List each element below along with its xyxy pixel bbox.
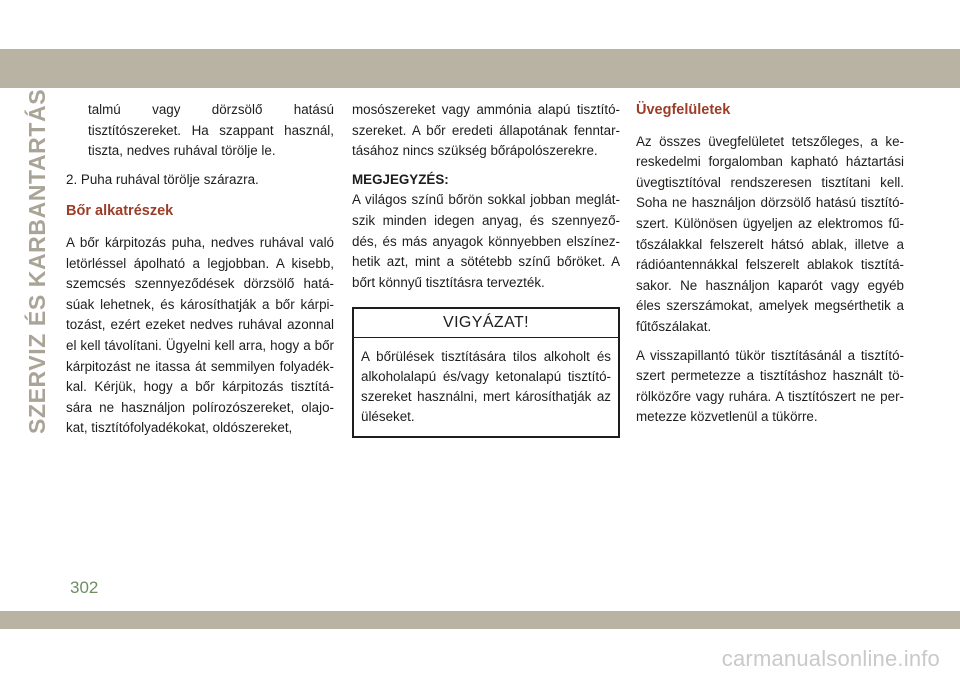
- section-title-vertical: SZERVIZ ÉS KARBANTARTÁS: [24, 88, 50, 434]
- header-band: [0, 49, 960, 88]
- note-label: MEGJEGYZÉS:: [352, 171, 449, 187]
- column-3: [636, 100, 904, 428]
- column-1: [66, 100, 334, 439]
- glass-paragraph-2: A visszapillantó tükör tisztításánál a tisztító-szert permetezze a tisztításhoz használt tö-rölközőre vagy ruhára. A tisztítószert ne per-metezze közvetlenül a tükörre.: [636, 347, 904, 425]
- continued-step-text: talmú vagy dörzsölő hatású tisztítószereket. Ha szappant használ, tiszta, nedves ruhával törölje le.: [88, 102, 334, 159]
- heading-glass-surfaces: Üvegfelületek: [636, 102, 731, 118]
- warning-text: A bőrülések tisztítására tilos alkoholt és alkoholalapú és/vagy ketonalapú tisztító-szereket használni, mert károsíthatják az üléseket.: [361, 348, 611, 424]
- glass-paragraph-1: Az összes üvegfelületet tetszőleges, a ke-reskedelmi forgalomban kapható háztartási üvegtisztítóval rendszeresen tisztítani kell. Soha ne használjon dörzsölő hatású tisztító-szert. Különösen ügyeljen az elektromos fű-tőszálakkal felszerelt hátsó ablak, illetve a rádióantennákkal felszerelt ablakok tisztítá-sakor. Ne használjon kaparót vagy egyéb éles szerszámokat, amelyek megsérthetik a fűtőszálakat.: [636, 133, 904, 334]
- watermark: carmanualsonline.info: [721, 646, 940, 671]
- column-2: [352, 100, 620, 438]
- leather-paragraph: A bőr kárpitozás puha, nedves ruhával való letörléssel ápolható a legjobban. A kisebb, szemcsés szennyeződések dörzsölő hatá-súak lehetnek, és károsíthatják a bőr kárpi-tozást, ezért ezeket nedves ruhával azonnal el kell távolítani. Ügyelni kell arra, hogy a bőr kárpitozást ne itassa át semmilyen folyadék-kal. Kérjük, hogy a bőr kárpitozás tisztítá-sára ne használjon polírozószereket, olajo-kat, tisztítófolyadékokat, oldószereket,: [66, 234, 334, 436]
- warning-title: VIGYÁZAT!: [354, 309, 618, 338]
- leather-paragraph-continued: mosószereket vagy ammónia alapú tisztító-szereket. A bőr eredeti állapotának fenntar-tásához nincs szükség bőrápolószerekre.: [352, 102, 620, 159]
- page-number: 302: [70, 578, 99, 597]
- note-text: A világos színű bőrön sokkal jobban meglát-szik minden idegen anyag, és szennyező-dés, és más anyagok könnyebben elszínez-hetik azt, mint a sötétebb színű bőröket. A bőrt könnyű tisztításra tervezték.: [352, 192, 620, 290]
- step-2: 2. Puha ruhával törölje szárazra.: [66, 171, 259, 187]
- footer-band: [0, 611, 960, 629]
- heading-leather-parts: Bőr alkatrészek: [66, 203, 174, 220]
- warning-box: [352, 307, 620, 438]
